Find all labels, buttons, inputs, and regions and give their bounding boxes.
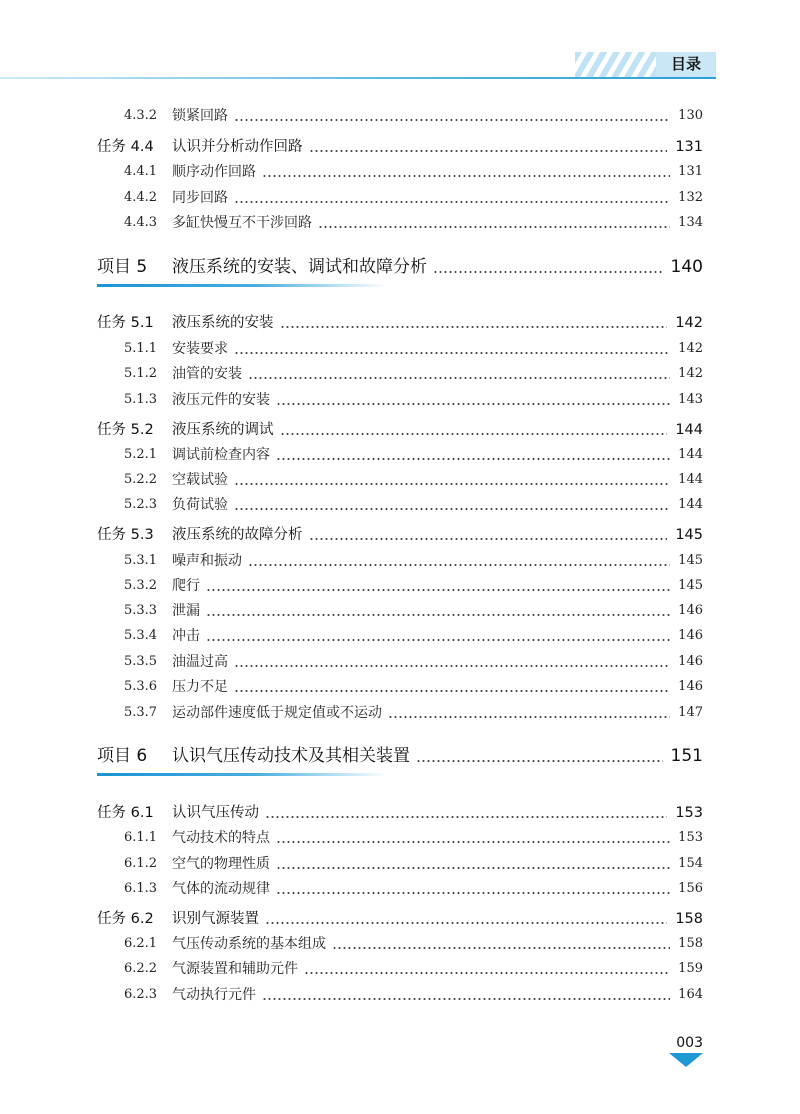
toc-entry-number: 4.4.3 [124,215,158,230]
toc-entry-title: 气体的流动规律 [172,881,270,897]
page-marker-triangle-icon [669,1053,703,1067]
toc-section-row[interactable] [0,363,800,385]
toc-entry-page: 154 [678,856,703,871]
toc-section-row[interactable] [0,161,800,183]
toc-entry-title: 冲击 [172,628,200,644]
toc-entry-title: 识别气源装置 [172,911,259,927]
toc-leader-dots [309,136,668,158]
toc-leader-dots [234,494,670,516]
toc-entry-page: 158 [675,911,703,927]
toc-leader-dots [276,853,670,875]
toc-entry-number: 任务 5.3 [97,527,154,543]
toc-leader-dots [276,389,670,411]
toc-entry-page: 144 [678,447,703,462]
toc-entry-number: 5.3.4 [124,628,158,643]
toc-entry-title: 空载试验 [172,472,228,488]
toc-entry-page: 145 [675,527,703,543]
toc-entry-page: 156 [678,881,703,896]
toc-entry-number: 5.2.3 [124,497,158,512]
toc-entry-title: 爬行 [172,578,200,594]
toc-entry-number: 5.3.6 [124,679,158,694]
toc-entry-number: 5.3.7 [124,705,158,720]
toc-leader-dots [332,933,670,955]
toc-entry-title: 油管的安装 [172,366,242,382]
toc-section-row[interactable] [0,105,800,127]
toc-entry-number: 6.2.2 [124,961,158,976]
toc-entry-page: 131 [678,164,703,179]
toc-entry-title: 运动部件速度低于规定值或不运动 [172,705,382,721]
toc-entry-page: 153 [675,805,703,821]
toc-entry-number: 任务 6.1 [97,805,154,821]
toc-entry-page: 146 [678,679,703,694]
toc-entry-title: 顺序动作回路 [172,164,256,180]
toc-entry-title: 锁紧回路 [172,108,228,124]
toc-section-row[interactable] [0,651,800,673]
toc-entry-title: 液压元件的安装 [172,392,270,408]
toc-leader-dots [206,625,670,647]
toc-section-row[interactable] [0,338,800,360]
toc-entry-title: 压力不足 [172,679,228,695]
toc-leader-dots [416,742,663,770]
toc-section-row[interactable] [0,550,800,572]
toc-entry-number: 6.2.3 [124,987,158,1002]
toc-entry-page: 145 [678,553,703,568]
toc-entry-number: 任务 5.1 [97,315,154,331]
header-title: 目录 [656,52,716,77]
header-stripes [575,52,660,77]
toc-leader-dots [234,469,670,491]
toc-section-row[interactable] [0,444,800,466]
toc-entry-title: 气压传动系统的基本组成 [172,936,326,952]
toc-entry-number: 5.2.1 [124,447,158,462]
toc-entry-title: 油温过高 [172,654,228,670]
toc-project-row[interactable] [0,253,800,281]
toc-leader-dots [262,161,670,183]
toc-leader-dots [265,908,667,930]
toc-section-row[interactable] [0,625,800,647]
toc-leader-dots [262,984,670,1006]
toc-leader-dots [234,187,670,209]
toc-entry-title: 认识并分析动作回路 [172,139,303,155]
toc-section-row[interactable] [0,676,800,698]
toc-entry-title: 调试前检查内容 [172,447,270,463]
toc-entry-title: 气动执行元件 [172,987,256,1003]
toc-section-row[interactable] [0,469,800,491]
toc-task-row[interactable] [0,312,800,334]
toc-leader-dots [234,651,670,673]
toc-entry-number: 任务 6.2 [97,911,154,927]
toc-leader-dots [248,550,670,572]
toc-leader-dots [276,444,670,466]
toc-leader-dots [234,105,670,127]
toc-entry-page: 164 [678,987,703,1002]
toc-section-row[interactable] [0,702,800,724]
toc-entry-number: 5.3.5 [124,654,158,669]
toc-section-row[interactable] [0,878,800,900]
toc-section-row[interactable] [0,389,800,411]
toc-leader-dots [276,827,670,849]
toc-leader-dots [318,212,670,234]
toc-entry-title: 认识气压传动 [172,805,259,821]
toc-entry-title: 液压系统的调试 [172,422,274,438]
toc-entry-number: 5.1.3 [124,392,158,407]
toc-entry-page: 142 [678,341,703,356]
toc-entry-title: 空气的物理性质 [172,856,270,872]
toc-section-row[interactable] [0,494,800,516]
toc-task-row[interactable] [0,524,800,546]
toc-entry-page: 151 [670,746,703,766]
toc-entry-title: 气动技术的特点 [172,830,270,846]
toc-entry-page: 153 [678,830,703,845]
toc-entry-title: 泄漏 [172,603,200,619]
toc-entry-page: 134 [678,215,703,230]
toc-project-row[interactable] [0,742,800,770]
toc-entry-title: 同步回路 [172,190,228,206]
toc-entry-page: 140 [670,257,703,277]
toc-entry-page: 146 [678,603,703,618]
toc-entry-number: 6.2.1 [124,936,158,951]
toc-entry-page: 159 [678,961,703,976]
toc-leader-dots [265,802,667,824]
toc-section-row[interactable] [0,212,800,234]
toc-section-row[interactable] [0,853,800,875]
toc-leader-dots [206,575,670,597]
toc-entry-page: 144 [675,422,703,438]
toc-entry-number: 6.1.1 [124,830,158,845]
toc-entry-page: 130 [678,108,703,123]
toc-entry-page: 158 [678,936,703,951]
toc-entry-page: 142 [678,366,703,381]
toc-section-row[interactable] [0,827,800,849]
toc-entry-number: 5.3.1 [124,553,158,568]
toc-leader-dots [304,958,670,980]
toc-entry-number: 4.3.2 [124,108,158,123]
toc-entry-page: 143 [678,392,703,407]
toc-entry-number: 任务 5.2 [97,422,154,438]
toc-leader-dots [206,600,670,622]
toc-entry-title: 液压系统的安装、调试和故障分析 [172,257,427,277]
toc-leader-dots [280,312,668,334]
toc-leader-dots [433,253,663,281]
toc-entry-title: 安装要求 [172,341,228,357]
toc-entry-title: 气源装置和辅助元件 [172,961,298,977]
toc-section-row[interactable] [0,984,800,1006]
toc-entry-page: 147 [678,705,703,720]
toc-entry-page: 144 [678,497,703,512]
toc-task-row[interactable] [0,802,800,824]
toc-leader-dots [280,419,668,441]
toc-entry-title: 液压系统的安装 [172,315,274,331]
toc-section-row[interactable] [0,933,800,955]
toc-entry-number: 6.1.2 [124,856,158,871]
toc-entry-number: 5.1.2 [124,366,158,381]
project-underline [97,773,387,776]
toc-entry-page: 146 [678,628,703,643]
toc-entry-page: 142 [675,315,703,331]
toc-leader-dots [248,363,670,385]
toc-task-row[interactable] [0,419,800,441]
toc-task-row[interactable] [0,136,800,158]
page-number: 003 [676,1035,703,1051]
toc-entry-number: 5.3.2 [124,578,158,593]
toc-section-row[interactable] [0,600,800,622]
toc-entry-title: 噪声和振动 [172,553,242,569]
toc-leader-dots [388,702,670,724]
toc-entry-number: 5.3.3 [124,603,158,618]
toc-entry-title: 负荷试验 [172,497,228,513]
toc-task-row[interactable] [0,908,800,930]
toc-leader-dots [234,676,670,698]
toc-entry-title: 液压系统的故障分析 [172,527,303,543]
toc-entry-number: 4.4.1 [124,164,158,179]
toc-entry-number: 5.2.2 [124,472,158,487]
toc-entry-page: 145 [678,578,703,593]
toc-entry-page: 131 [675,139,703,155]
toc-entry-title: 多缸快慢互不干涉回路 [172,215,312,231]
toc-leader-dots [234,338,670,360]
header-rule [0,77,716,79]
toc-leader-dots [309,524,668,546]
toc-entry-number: 项目 6 [97,746,148,766]
toc-entry-number: 5.1.1 [124,341,158,356]
toc-section-row[interactable] [0,958,800,980]
toc-section-row[interactable] [0,187,800,209]
toc-entry-page: 144 [678,472,703,487]
toc-entry-page: 146 [678,654,703,669]
toc-entry-title: 认识气压传动技术及其相关装置 [172,746,410,766]
toc-entry-number: 项目 5 [97,257,148,277]
toc-section-row[interactable] [0,575,800,597]
project-underline [97,284,387,287]
toc-leader-dots [276,878,670,900]
toc-entry-page: 132 [678,190,703,205]
toc-entry-number: 任务 4.4 [97,139,154,155]
toc-entry-number: 6.1.3 [124,881,158,896]
toc-entry-number: 4.4.2 [124,190,158,205]
